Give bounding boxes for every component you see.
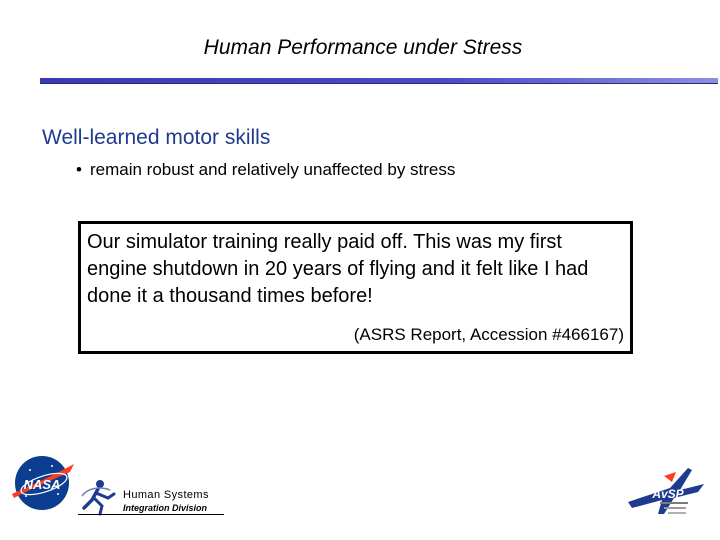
bullet-text: remain robust and relatively unaffected by stress xyxy=(90,160,456,179)
nasa-logo xyxy=(8,452,78,514)
hsi-title: Human Systems xyxy=(123,489,209,501)
nasa-meatball-logo-icon xyxy=(8,452,78,514)
quote-source: (ASRS Report, Accession #466167) xyxy=(353,325,624,344)
avsp-logo-icon xyxy=(624,462,708,520)
avsp-logo xyxy=(624,462,708,520)
title-divider-shadow xyxy=(40,83,718,84)
running-figure-icon xyxy=(78,478,118,516)
avsp-logo-text: AvSP xyxy=(652,487,684,501)
section-heading: Well-learned motor skills xyxy=(42,126,271,149)
quote-box xyxy=(78,221,633,354)
nasa-logo-text: NASA xyxy=(23,477,61,492)
bullet-item xyxy=(76,160,455,180)
hsi-underline xyxy=(78,514,224,515)
bullet-icon: • xyxy=(76,160,82,179)
quote-text: Our simulator training really paid off. This was my first engine shutdown in 20 years of flying and it felt like I had done it a thousand times before! xyxy=(87,231,589,307)
slide-title: Human Performance under Stress xyxy=(203,36,523,59)
hsi-subtitle: Integration Division xyxy=(123,503,208,513)
